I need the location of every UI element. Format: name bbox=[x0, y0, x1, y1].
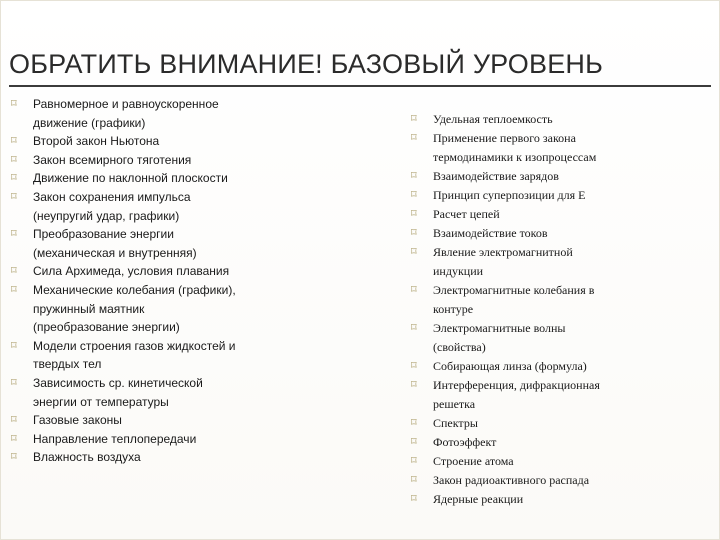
right-topic-item-text: контуре bbox=[433, 302, 474, 316]
left-topic-item-text: энергии от температуры bbox=[33, 394, 169, 409]
right-topic-item-text: термодинамики к изопроцессам bbox=[433, 150, 597, 164]
right-topic-item bbox=[411, 186, 716, 205]
bullet-icon: ⌑ bbox=[11, 98, 17, 110]
left-topic-item-text: Зависимость ср. кинетической bbox=[33, 375, 203, 390]
left-topic-item-text: пружинный маятник bbox=[33, 301, 145, 316]
bullet-icon: ⌑ bbox=[411, 170, 417, 182]
right-topic-item-text: Фотоэффект bbox=[433, 435, 497, 449]
left-topic-item-text: движение (графики) bbox=[33, 115, 146, 130]
left-topic-item bbox=[11, 262, 311, 281]
bullet-icon: ⌑ bbox=[411, 322, 417, 334]
right-topic-item-text: Расчет цепей bbox=[433, 207, 500, 221]
right-topic-item-text: Взаимодействие токов bbox=[433, 226, 548, 240]
left-topic-item-text: (неупругий удар, графики) bbox=[33, 208, 180, 223]
right-topic-item-text: Собирающая линза (формула) bbox=[433, 359, 587, 373]
left-topic-item-text: Влажность воздуха bbox=[33, 450, 141, 465]
right-topic-item-text: индукции bbox=[433, 264, 484, 278]
bullet-icon: ⌑ bbox=[411, 189, 417, 201]
bullet-icon: ⌑ bbox=[411, 113, 417, 125]
right-topic-item bbox=[411, 490, 716, 509]
right-topic-item-text: Явление электромагнитной bbox=[433, 245, 573, 259]
bullet-icon: ⌑ bbox=[411, 436, 417, 448]
bullet-icon: ⌑ bbox=[411, 379, 417, 391]
right-topic-item-text: Электромагнитные колебания в bbox=[433, 283, 595, 297]
right-topic-item-text: Интерференция, дифракционная bbox=[433, 378, 600, 392]
right-topic-item bbox=[411, 357, 716, 376]
bullet-icon: ⌑ bbox=[411, 417, 417, 429]
right-topic-item bbox=[411, 281, 716, 319]
left-topic-item bbox=[11, 151, 311, 170]
bullet-icon: ⌑ bbox=[11, 135, 17, 148]
bullet-icon: ⌑ bbox=[411, 208, 417, 220]
bullet-icon: ⌑ bbox=[11, 172, 17, 185]
right-topic-item-text: (свойства) bbox=[433, 340, 486, 354]
left-topic-item-text: (преобразование энергии) bbox=[33, 320, 180, 335]
bullet-icon: ⌑ bbox=[411, 284, 417, 296]
right-topic-item bbox=[411, 129, 716, 167]
right-topic-item-text: Принцип суперпозиции для Е bbox=[433, 188, 586, 202]
right-topic-item bbox=[411, 414, 716, 433]
left-topic-item bbox=[11, 411, 311, 430]
title-underline bbox=[9, 85, 711, 87]
right-topic-item-text: Взаимодействие зарядов bbox=[433, 169, 559, 183]
bullet-icon: ⌑ bbox=[11, 339, 17, 352]
right-topic-item bbox=[411, 433, 716, 452]
left-topic-item-text: (механическая и внутренняя) bbox=[33, 245, 197, 260]
left-topic-item bbox=[11, 132, 311, 151]
bullet-icon: ⌑ bbox=[11, 376, 17, 389]
bullet-icon: ⌑ bbox=[411, 360, 417, 372]
bullet-icon: ⌑ bbox=[411, 493, 417, 505]
right-topic-item bbox=[411, 243, 716, 281]
left-topic-item bbox=[11, 188, 311, 225]
left-topic-item-text: Движение по наклонной плоскости bbox=[33, 171, 228, 186]
right-topic-item bbox=[411, 471, 716, 490]
right-topic-item bbox=[411, 205, 716, 224]
bullet-icon: ⌑ bbox=[11, 283, 17, 296]
right-topic-list bbox=[411, 110, 716, 509]
left-topic-item-text: Модели строения газов жидкостей и bbox=[33, 338, 236, 353]
right-topic-item bbox=[411, 167, 716, 186]
left-topic-item-text: Закон сохранения импульса bbox=[33, 189, 191, 204]
left-topic-item-text: Закон всемирного тяготения bbox=[33, 152, 192, 167]
right-topic-item bbox=[411, 319, 716, 357]
bullet-icon: ⌑ bbox=[11, 414, 17, 427]
left-topic-item-text: Механические колебания (графики), bbox=[33, 282, 236, 297]
slide-title: ОБРАТИТЬ ВНИМАНИЕ! БАЗОВЫЙ УРОВЕНЬ bbox=[9, 49, 604, 79]
left-topic-item bbox=[11, 448, 311, 467]
left-topic-item bbox=[11, 225, 311, 262]
right-topic-item-text: Спектры bbox=[433, 416, 478, 430]
bullet-icon: ⌑ bbox=[11, 153, 17, 166]
left-topic-item-text: Преобразование энергии bbox=[33, 227, 174, 242]
bullet-icon: ⌑ bbox=[411, 246, 417, 258]
left-topic-item-text: Равномерное и равноускоренное bbox=[33, 97, 219, 111]
bullet-icon: ⌑ bbox=[11, 190, 17, 203]
left-topic-item bbox=[11, 281, 311, 337]
right-topic-item bbox=[411, 110, 716, 129]
left-topic-item bbox=[11, 95, 311, 132]
right-topic-item bbox=[411, 376, 716, 414]
left-topic-item bbox=[11, 430, 311, 449]
left-topic-list bbox=[11, 95, 311, 467]
bullet-icon: ⌑ bbox=[411, 474, 417, 486]
left-topic-item bbox=[11, 337, 311, 374]
bullet-icon: ⌑ bbox=[411, 455, 417, 467]
right-topic-item-text: Ядерные реакции bbox=[433, 492, 524, 506]
right-topic-item-text: Электромагнитные волны bbox=[433, 321, 566, 335]
bullet-icon: ⌑ bbox=[411, 132, 417, 144]
bullet-icon: ⌑ bbox=[11, 451, 17, 464]
left-topic-item-text: твердых тел bbox=[33, 357, 102, 372]
right-topic-item bbox=[411, 452, 716, 471]
bullet-icon: ⌑ bbox=[11, 228, 17, 241]
right-topic-item-text: Удельная теплоемкость bbox=[433, 112, 553, 126]
left-topic-item bbox=[11, 374, 311, 411]
bullet-icon: ⌑ bbox=[11, 265, 17, 278]
left-topic-item-text: Второй закон Ньютона bbox=[33, 134, 160, 149]
right-topic-item-text: решетка bbox=[433, 397, 476, 411]
bullet-icon: ⌑ bbox=[411, 227, 417, 239]
left-topic-item-text: Сила Архимеда, условия плавания bbox=[33, 264, 230, 279]
right-topic-item bbox=[411, 224, 716, 243]
right-topic-item-text: Строение атома bbox=[433, 454, 514, 468]
left-topic-item bbox=[11, 169, 311, 188]
right-topic-item-text: Применение первого закона bbox=[433, 131, 576, 145]
right-topic-item-text: Закон радиоактивного распада bbox=[433, 473, 590, 487]
left-topic-item-text: Направление теплопередачи bbox=[33, 431, 197, 446]
left-topic-item-text: Газовые законы bbox=[33, 413, 122, 428]
bullet-icon: ⌑ bbox=[11, 432, 17, 445]
